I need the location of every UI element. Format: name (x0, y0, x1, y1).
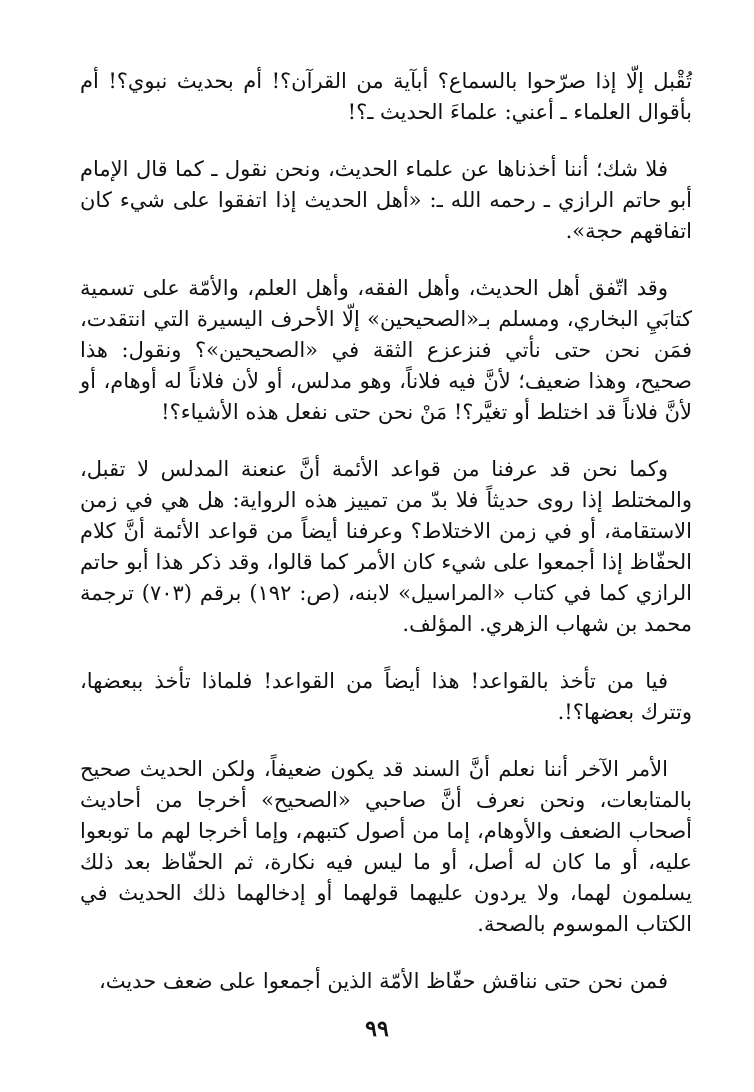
paragraph-1: تُقْبل إلّا إذا صرّحوا بالسماع؟ أبآية من القرآن؟! أم بحديث نبوي؟! أم بأقوال العلماء ـ أعني: علماءَ الحديث ـ؟! (80, 69, 692, 124)
paragraph-3: وقد اتّفق أهل الحديث، وأهل الفقه، وأهل العلم، والأمّة على تسمية كتابَيِ البخاري، ومسلم بـ«الصحيحين» إلّا الأحرف اليسيرة التي انتقدت، فمَن نحن حتى نأتي فنزعزع الثقة في «الصحيحين»؟ ونقول: هذا صحيح، وهذا ضعيف؛ لأنَّ فيه فلاناً، وهو مدلس، أو لأن فلاناً له أوهام، أو لأنَّ فلاناً قد اختلط أو تغيَّر؟! مَنْ نحن حتى نفعل هذه الأشياء؟! (80, 276, 692, 424)
page-number: ٩٩ (365, 1016, 389, 1042)
paragraph-6: الأمر الآخر أننا نعلم أنَّ السند قد يكون ضعيفاً، ولكن الحديث صحيح بالمتابعات، ونحن نعرف أنَّ صاحبي «الصحيح» أخرجا من أحاديث أصحاب الضعف والأوهام، إما من أصول كتبهم، وإما أخرجا لهم ما توبعوا عليه، أو ما كان له أصل، أو ما ليس فيه نكارة، ثم الحفّاظ بعد ذلك يسلمون لهما، ولا يردون عليهما قولهما أو إدخالهما ذلك الحديث في الكتاب الموسوم بالصحة. (80, 757, 692, 936)
paragraph-4: وكما نحن قد عرفنا من قواعد الأئمة أنَّ عنعنة المدلس لا تقبل، والمختلط إذا روى حديثاً فلا بدّ من تمييز هذه الرواية: هل هي في زمن الاستقامة، أو في زمن الاختلاط؟ وعرفنا أيضاً من قواعد الأئمة أنَّ كلام الحفّاظ إذا أجمعوا على شيء كان الأمر كما قالوا، وقد ذكر هذا أبو حاتم الرازي كما في كتاب «المراسيل» لابنه، (ص: ١٩٢) برقم (٧٠٣) ترجمة محمد بن شهاب الزهري. المؤلف. (80, 457, 692, 636)
paragraph-2: فلا شك؛ أننا أخذناها عن علماء الحديث، ونحن نقول ـ كما قال الإمام أبو حاتم الرازي ـ رحمه الله ـ: «أهل الحديث إذا اتفقوا على شيء كان اتفاقهم حجة». (80, 157, 692, 243)
paragraph-7: فمن نحن حتى نناقش حفّاظ الأمّة الذين أجمعوا على ضعف حديث، (98, 969, 668, 993)
page-text-body (80, 66, 692, 1023)
paragraph-5: فيا من تأخذ بالقواعد! هذا أيضاً من القواعد! فلماذا تأخذ ببعضها، وتترك بعضها؟!. (80, 669, 692, 724)
